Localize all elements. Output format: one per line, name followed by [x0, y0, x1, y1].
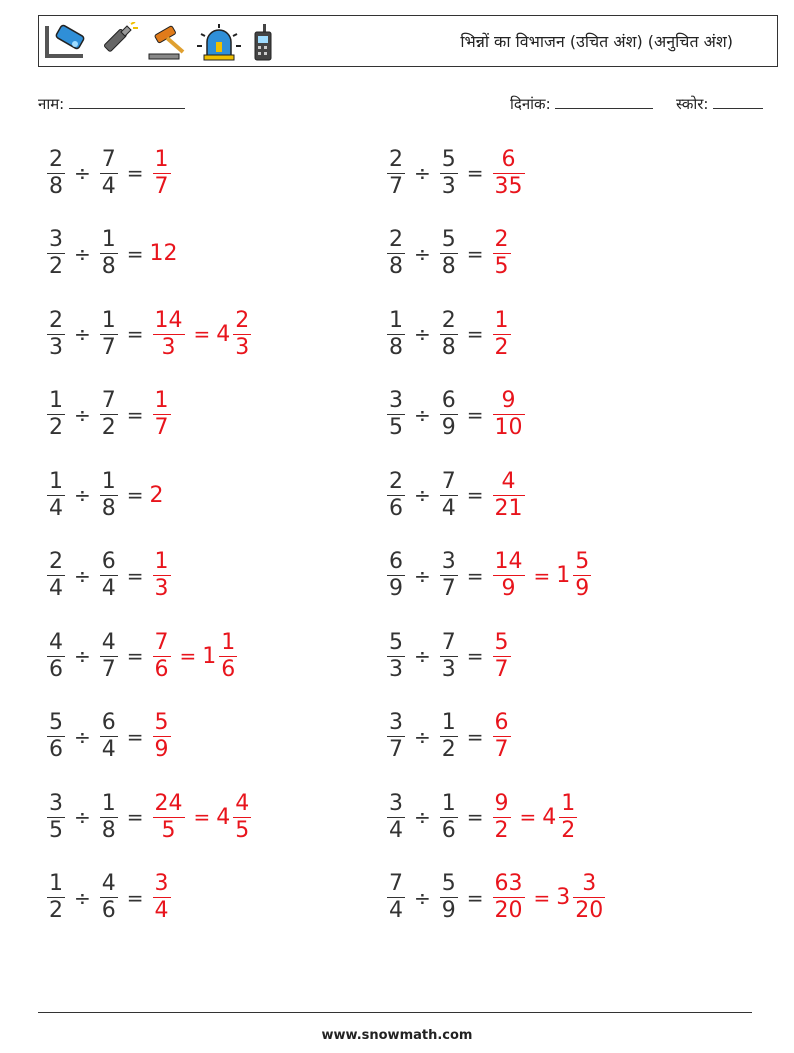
dividend-fraction-numerator: 5	[389, 629, 403, 655]
dividend-fraction-numerator: 5	[49, 710, 63, 735]
divisor-fraction	[100, 871, 118, 924]
divide-sign: ÷	[74, 241, 91, 266]
dividend-fraction	[387, 388, 405, 441]
mixed-fraction	[233, 791, 251, 844]
divisor-fraction	[100, 791, 118, 844]
divisor-fraction-denominator: 9	[441, 898, 456, 923]
dividend-fraction-denominator: 2	[49, 898, 63, 923]
dividend-fraction	[47, 871, 65, 924]
divide-sign: ÷	[414, 885, 431, 910]
answer-fraction-numerator: 5	[494, 629, 509, 655]
dividend-fraction-numerator: 7	[389, 871, 403, 896]
answer-fraction-denominator: 7	[494, 737, 509, 762]
answer-fraction	[493, 308, 511, 361]
dividend-fraction-numerator: 6	[389, 549, 403, 574]
mixed-fraction-denominator: 3	[235, 334, 250, 360]
mixed-fraction	[573, 871, 605, 924]
answer-fraction-denominator: 3	[154, 576, 169, 601]
mixed-fraction-numerator: 5	[575, 549, 590, 574]
answer	[490, 388, 528, 441]
answer-fraction-denominator: 7	[154, 173, 169, 199]
divisor-fraction-denominator: 4	[101, 576, 116, 601]
divisor-fraction	[440, 710, 458, 763]
problem-item	[384, 383, 528, 447]
answer	[490, 791, 581, 844]
dividend-fraction-denominator: 7	[389, 737, 403, 762]
answer-fraction-numerator: 3	[154, 871, 169, 896]
divisor-fraction-numerator: 7	[101, 146, 116, 172]
dividend-fraction-numerator: 2	[389, 227, 403, 252]
divisor-fraction-denominator: 8	[101, 495, 116, 521]
equals-sign: =	[126, 402, 144, 427]
divide-sign: ÷	[414, 805, 431, 829]
divide-sign: ÷	[414, 563, 431, 588]
answer	[150, 791, 255, 844]
problem-item	[384, 705, 514, 769]
dividend-fraction	[47, 147, 65, 200]
answer-fraction-numerator: 14	[154, 307, 183, 333]
dividend-fraction-numerator: 3	[389, 710, 403, 735]
answer-fraction	[493, 630, 511, 683]
divisor-fraction-numerator: 1	[101, 307, 116, 333]
answer	[150, 710, 174, 763]
dividend-fraction-numerator: 1	[49, 468, 63, 494]
dividend-fraction-numerator: 3	[389, 388, 403, 413]
divisor-fraction-denominator: 8	[441, 334, 456, 360]
dividend-fraction-numerator: 2	[49, 146, 63, 172]
dividend-fraction-denominator: 4	[389, 898, 403, 923]
mixed-fraction-denominator: 20	[575, 898, 604, 923]
divisor-fraction-numerator: 1	[101, 468, 116, 494]
divisor-fraction	[440, 630, 458, 683]
divide-sign: ÷	[74, 161, 91, 185]
answer-fraction-denominator: 5	[494, 254, 509, 279]
answer-fraction-denominator: 4	[154, 898, 169, 923]
divisor-fraction-denominator: 8	[441, 254, 456, 279]
mixed-fraction-denominator: 5	[235, 817, 250, 843]
answer	[150, 549, 174, 602]
answer	[150, 483, 164, 508]
answer-equals-sign: =	[533, 885, 551, 910]
answer	[490, 549, 595, 602]
equals-sign: =	[126, 805, 144, 829]
divisor-fraction	[100, 227, 118, 280]
equals-sign: =	[126, 563, 144, 588]
divide-sign: ÷	[414, 241, 431, 266]
dividend-fraction	[47, 388, 65, 441]
equals-sign: =	[126, 241, 144, 266]
dividend-fraction-denominator: 7	[389, 173, 403, 199]
dividend-fraction-denominator: 8	[389, 334, 403, 360]
answer	[150, 241, 178, 266]
divide-sign: ÷	[74, 885, 91, 910]
score-label: स्कोर:	[676, 95, 709, 113]
divisor-fraction-numerator: 6	[441, 388, 456, 413]
mixed-fraction	[573, 549, 591, 602]
answer-fraction	[493, 549, 525, 602]
divisor-fraction-denominator: 4	[101, 737, 116, 762]
equals-sign: =	[126, 483, 144, 507]
answer-fraction-denominator: 3	[161, 334, 176, 360]
divisor-fraction-numerator: 5	[441, 146, 456, 172]
divisor-fraction	[440, 871, 458, 924]
divisor-fraction-numerator: 1	[441, 710, 456, 735]
problem-item	[44, 141, 174, 205]
answer-fraction-denominator: 2	[494, 817, 509, 843]
dividend-fraction	[47, 710, 65, 763]
dividend-fraction-denominator: 2	[49, 415, 63, 440]
answer	[490, 630, 514, 683]
mixed-fraction-numerator: 2	[235, 307, 250, 333]
answer-fraction-numerator: 1	[154, 388, 169, 413]
answer-fraction	[153, 549, 171, 602]
mixed-fraction	[219, 630, 237, 683]
dividend-fraction	[47, 227, 65, 280]
divisor-fraction	[100, 388, 118, 441]
answer-fraction-denominator: 9	[501, 576, 516, 601]
divisor-fraction	[100, 308, 118, 361]
answer-fraction	[153, 630, 171, 683]
divisor-fraction-denominator: 4	[101, 173, 116, 199]
answer	[150, 147, 174, 200]
mixed-fraction-denominator: 9	[575, 576, 590, 601]
divisor-fraction	[100, 710, 118, 763]
answer-fraction	[153, 871, 171, 924]
problem-item	[384, 302, 514, 366]
mixed-whole-number: 3	[556, 885, 571, 910]
footer-divider	[38, 1012, 752, 1013]
equals-sign: =	[466, 805, 484, 829]
worksheet-title: भिन्नों का विभाजन (उचित अंश) (अनुचित अंश)	[460, 32, 733, 51]
answer-fraction-numerator: 9	[494, 790, 509, 816]
divisor-fraction-denominator: 4	[441, 495, 456, 521]
problem-item	[44, 383, 174, 447]
problem-item	[384, 544, 594, 608]
divide-sign: ÷	[74, 402, 91, 427]
problem-item	[384, 624, 514, 688]
problem-item	[384, 785, 580, 849]
dividend-fraction	[387, 147, 405, 200]
equals-sign: =	[466, 483, 484, 507]
dividend-fraction-denominator: 2	[49, 254, 63, 279]
dividend-fraction-denominator: 4	[389, 817, 403, 843]
answer	[150, 308, 255, 361]
dividend-fraction	[387, 710, 405, 763]
divisor-fraction-denominator: 2	[101, 415, 116, 440]
divisor-fraction-numerator: 1	[101, 790, 116, 816]
dividend-fraction	[387, 308, 405, 361]
answer-fraction-denominator: 7	[494, 656, 509, 682]
answer	[150, 630, 241, 683]
divisor-fraction	[440, 308, 458, 361]
answer-fraction-denominator: 2	[494, 334, 509, 360]
answer-equals-sign: =	[193, 805, 211, 829]
dividend-fraction-numerator: 3	[49, 790, 63, 816]
equals-sign: =	[466, 563, 484, 588]
divisor-fraction-denominator: 6	[101, 898, 116, 923]
problem-item	[44, 785, 254, 849]
divisor-fraction-denominator: 8	[101, 817, 116, 843]
dividend-fraction	[47, 308, 65, 361]
divisor-fraction-denominator: 9	[441, 415, 456, 440]
equals-sign: =	[466, 322, 484, 346]
dividend-fraction-numerator: 2	[389, 468, 403, 494]
divide-sign: ÷	[414, 724, 431, 749]
answer-fraction-numerator: 63	[494, 871, 523, 896]
divisor-fraction-numerator: 1	[441, 790, 456, 816]
dividend-fraction-denominator: 8	[389, 254, 403, 279]
name-label: नाम:	[38, 95, 65, 113]
divisor-fraction-numerator: 1	[101, 227, 116, 252]
answer-fraction-denominator: 9	[154, 737, 169, 762]
dividend-fraction-numerator: 3	[49, 227, 63, 252]
divisor-fraction-numerator: 7	[441, 468, 456, 494]
divide-sign: ÷	[74, 805, 91, 829]
answer	[490, 227, 514, 280]
answer-fraction-numerator: 9	[501, 388, 516, 413]
dividend-fraction-numerator: 1	[389, 307, 403, 333]
footer-website: www.snowmath.com	[321, 1028, 473, 1043]
answer-fraction	[153, 308, 185, 361]
problem-item	[44, 302, 254, 366]
dividend-fraction-numerator: 2	[49, 307, 63, 333]
divisor-fraction-numerator: 4	[101, 629, 116, 655]
dividend-fraction-denominator: 4	[49, 495, 63, 521]
divide-sign: ÷	[74, 563, 91, 588]
divisor-fraction	[100, 469, 118, 522]
date-label: दिनांक:	[510, 95, 551, 113]
dividend-fraction-numerator: 4	[49, 629, 63, 655]
answer-fraction-numerator: 2	[494, 227, 509, 252]
divisor-fraction-numerator: 5	[441, 871, 456, 896]
mixed-fraction-numerator: 3	[582, 871, 597, 896]
answer-whole-number: 12	[149, 241, 178, 266]
mixed-fraction-numerator: 1	[561, 790, 576, 816]
dividend-fraction-denominator: 8	[49, 173, 63, 199]
divisor-fraction-numerator: 3	[441, 549, 456, 574]
answer-fraction	[493, 871, 525, 924]
mixed-whole-number: 4	[542, 804, 557, 830]
problem-item	[384, 463, 528, 527]
answer-equals-sign: =	[519, 805, 537, 829]
equals-sign: =	[126, 644, 144, 668]
mixed-fraction	[233, 308, 251, 361]
equals-sign: =	[466, 241, 484, 266]
divide-sign: ÷	[414, 322, 431, 346]
answer	[150, 871, 174, 924]
divisor-fraction-numerator: 7	[441, 629, 456, 655]
divisor-fraction	[440, 227, 458, 280]
dividend-fraction	[47, 549, 65, 602]
dividend-fraction	[387, 469, 405, 522]
divisor-fraction	[440, 388, 458, 441]
divisor-fraction	[440, 549, 458, 602]
answer	[490, 147, 528, 200]
dividend-fraction-denominator: 3	[389, 656, 403, 682]
divide-sign: ÷	[414, 402, 431, 427]
equals-sign: =	[466, 885, 484, 910]
divide-sign: ÷	[414, 161, 431, 185]
divisor-fraction-numerator: 4	[101, 871, 116, 896]
problem-item	[384, 222, 514, 286]
problem-item	[44, 705, 174, 769]
mixed-whole-number: 4	[216, 321, 231, 347]
problem-item	[44, 222, 178, 286]
answer-fraction	[153, 791, 185, 844]
answer-fraction-denominator: 5	[161, 817, 176, 843]
mixed-fraction-numerator: 1	[221, 629, 236, 655]
answer-fraction	[153, 147, 171, 200]
answer	[490, 710, 514, 763]
mixed-fraction-numerator: 4	[235, 790, 250, 816]
answer-fraction-denominator: 7	[154, 415, 169, 440]
answer-fraction-numerator: 1	[154, 549, 169, 574]
divide-sign: ÷	[74, 724, 91, 749]
dividend-fraction	[387, 871, 405, 924]
problem-item	[384, 141, 528, 205]
answer	[150, 388, 174, 441]
divisor-fraction-denominator: 3	[441, 656, 456, 682]
divisor-fraction-numerator: 6	[101, 549, 116, 574]
equals-sign: =	[466, 402, 484, 427]
dividend-fraction	[387, 549, 405, 602]
dividend-fraction-denominator: 6	[389, 495, 403, 521]
answer-equals-sign: =	[533, 563, 551, 588]
divisor-fraction-denominator: 2	[441, 737, 456, 762]
divisor-fraction-denominator: 6	[441, 817, 456, 843]
problem-item	[44, 463, 164, 527]
equals-sign: =	[126, 322, 144, 346]
dividend-fraction-denominator: 5	[49, 817, 63, 843]
answer-fraction	[493, 388, 525, 441]
answer-fraction	[493, 147, 525, 200]
answer-fraction-denominator: 6	[154, 656, 169, 682]
answer	[490, 308, 514, 361]
dividend-fraction-denominator: 6	[49, 656, 63, 682]
dividend-fraction	[47, 791, 65, 844]
divisor-fraction-numerator: 5	[441, 227, 456, 252]
answer-fraction-numerator: 5	[154, 710, 169, 735]
equals-sign: =	[126, 161, 144, 185]
divisor-fraction-denominator: 7	[101, 334, 116, 360]
dividend-fraction	[47, 630, 65, 683]
divisor-fraction	[100, 549, 118, 602]
answer-fraction	[493, 469, 525, 522]
dividend-fraction-numerator: 3	[389, 790, 403, 816]
dividend-fraction-denominator: 6	[49, 737, 63, 762]
answer-fraction	[493, 791, 511, 844]
answer-fraction	[493, 710, 511, 763]
mixed-fraction-denominator: 2	[561, 817, 576, 843]
mixed-fraction-denominator: 6	[221, 656, 236, 682]
divisor-fraction-numerator: 2	[441, 307, 456, 333]
divisor-fraction-numerator: 7	[101, 388, 116, 413]
mixed-whole-number: 1	[202, 643, 217, 669]
answer-fraction-denominator: 35	[494, 173, 523, 199]
mixed-whole-number: 1	[556, 563, 571, 588]
divisor-fraction	[440, 147, 458, 200]
answer-fraction-numerator: 6	[501, 146, 516, 172]
answer-fraction-denominator: 21	[494, 495, 523, 521]
problem-item	[44, 544, 174, 608]
divide-sign: ÷	[414, 483, 431, 507]
divisor-fraction-denominator: 8	[101, 254, 116, 279]
divide-sign: ÷	[74, 322, 91, 346]
answer-fraction-numerator: 4	[501, 468, 516, 494]
equals-sign: =	[126, 724, 144, 749]
divisor-fraction	[100, 147, 118, 200]
dividend-fraction-denominator: 4	[49, 576, 63, 601]
answer-fraction-numerator: 24	[154, 790, 183, 816]
mixed-fraction	[559, 791, 577, 844]
answer-fraction-numerator: 7	[154, 629, 169, 655]
dividend-fraction	[47, 469, 65, 522]
divisor-fraction-denominator: 7	[101, 656, 116, 682]
answer-fraction-numerator: 14	[494, 549, 523, 574]
answer-whole-number: 2	[149, 482, 164, 508]
dividend-fraction	[387, 630, 405, 683]
mixed-whole-number: 4	[216, 804, 231, 830]
equals-sign: =	[126, 885, 144, 910]
dividend-fraction-denominator: 9	[389, 576, 403, 601]
problem-item	[384, 866, 608, 930]
equals-sign: =	[466, 644, 484, 668]
answer-fraction-numerator: 1	[154, 146, 169, 172]
divide-sign: ÷	[74, 483, 91, 507]
dividend-fraction-numerator: 1	[49, 871, 63, 896]
answer-fraction-numerator: 6	[494, 710, 509, 735]
answer	[490, 871, 609, 924]
divisor-fraction	[100, 630, 118, 683]
divisor-fraction	[440, 469, 458, 522]
problem-item	[44, 866, 174, 930]
divisor-fraction-denominator: 7	[441, 576, 456, 601]
answer-fraction	[153, 710, 171, 763]
answer	[490, 469, 528, 522]
dividend-fraction-numerator: 2	[389, 146, 403, 172]
answer-fraction-denominator: 20	[494, 898, 523, 923]
dividend-fraction-denominator: 5	[389, 415, 403, 440]
divisor-fraction	[440, 791, 458, 844]
divisor-fraction-denominator: 3	[441, 173, 456, 199]
dividend-fraction	[387, 227, 405, 280]
dividend-fraction	[387, 791, 405, 844]
answer-equals-sign: =	[179, 644, 197, 668]
answer-equals-sign: =	[193, 322, 211, 346]
problem-item	[44, 624, 240, 688]
equals-sign: =	[466, 161, 484, 185]
divide-sign: ÷	[414, 644, 431, 668]
answer-fraction-denominator: 10	[494, 415, 523, 440]
equals-sign: =	[466, 724, 484, 749]
dividend-fraction-numerator: 1	[49, 388, 63, 413]
answer-fraction-numerator: 1	[494, 307, 509, 333]
dividend-fraction-denominator: 3	[49, 334, 63, 360]
dividend-fraction-numerator: 2	[49, 549, 63, 574]
divide-sign: ÷	[74, 644, 91, 668]
answer-fraction	[153, 388, 171, 441]
divisor-fraction-numerator: 6	[101, 710, 116, 735]
answer-fraction	[493, 227, 511, 280]
